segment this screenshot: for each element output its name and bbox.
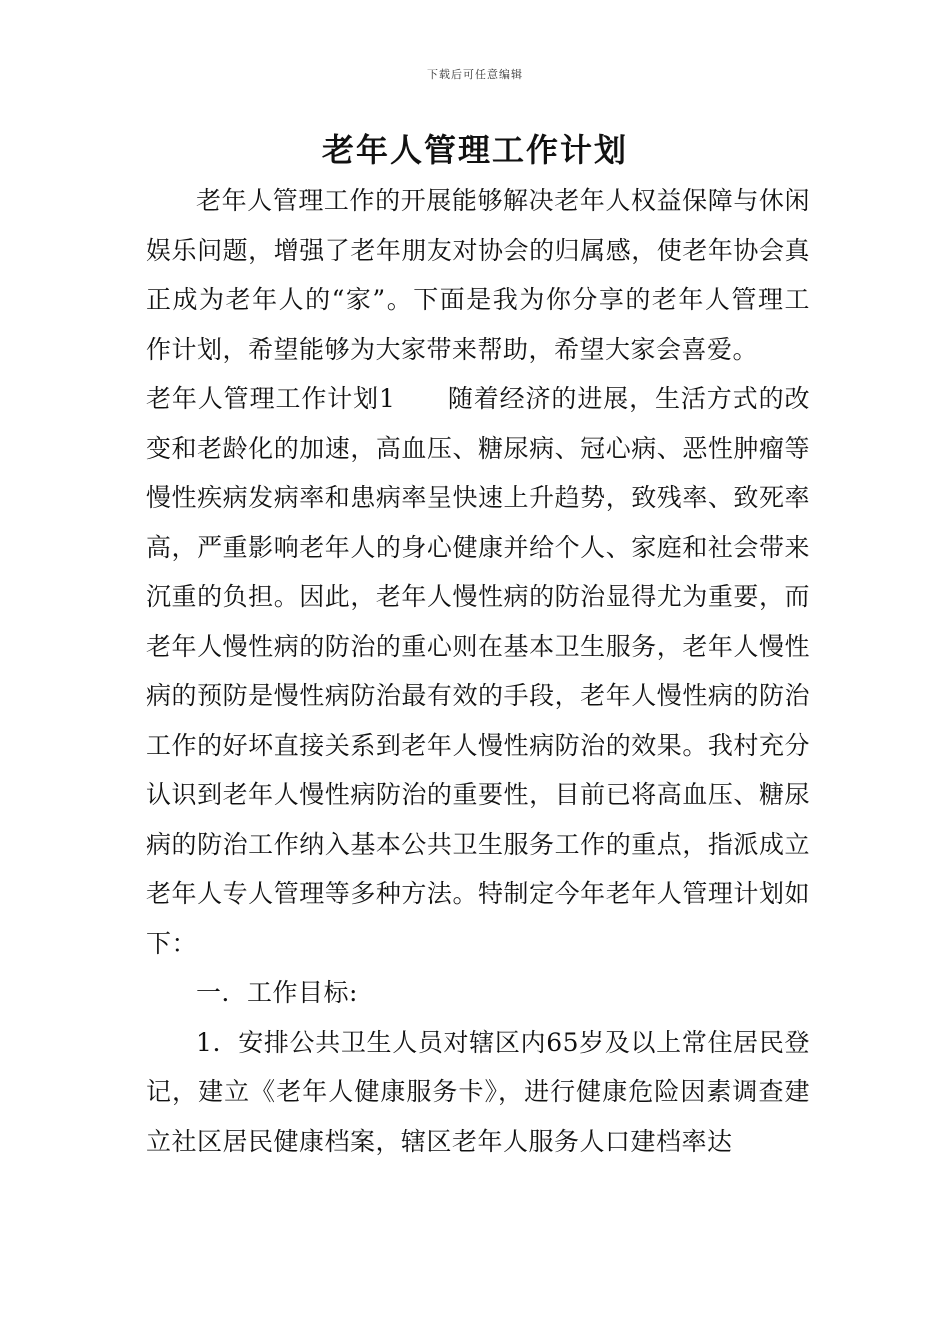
plan1-heading: 老年人管理工作计划1 — [146, 384, 396, 413]
header-note: 下载后可任意编辑 — [427, 68, 523, 81]
plan1-body: 随着经济的进展，生活方式的改变和老龄化的加速，高血压、糖尿病、冠心病、恶性肿瘤等慢性疾病发病率和患病率呈快速上升趋势，致残率、致死率高，严重影响老年人的身心健康并给个人、家庭和社会带来沉重的负担。因此，老年人慢性病的防治显得尤为重要，而老年人慢性病的防治的重心则在基本卫生服务，老年人慢性病的预防是慢性病防治最有效的手段，老年人慢性病的防治工作的好坏直接关系到老年人慢性病防治的效果。我村充分认识到老年人慢性病防治的重要性，目前已将高血压、糖尿病的防治工作纳入基本公共卫生服务工作的重点，指派成立老年人专人管理等多种方法。特制定今年老年人管理计划如下： — [146, 384, 810, 958]
intro-paragraph: 老年人管理工作的开展能够解决老年人权益保障与休闲娱乐问题，增强了老年朋友对协会的归属感，使老年协会真正成为老年人的“家”。下面是我为你分享的老年人管理工作计划，希望能够为大家带来帮助，希望大家会喜爱。 — [146, 186, 810, 364]
page-title: 老年人管理工作计划 — [321, 131, 628, 169]
document-body — [146, 176, 810, 1166]
plan1-paragraph — [146, 374, 810, 968]
item1-paragraph: 1．安排公共卫生人员对辖区内65岁及以上常住居民登记，建立《老年人健康服务卡》，进行健康危险因素调查建立社区居民健康档案，辖区老年人服务人口建档率达 — [146, 1027, 810, 1156]
section1-heading: 一．工作目标: — [196, 978, 358, 1007]
